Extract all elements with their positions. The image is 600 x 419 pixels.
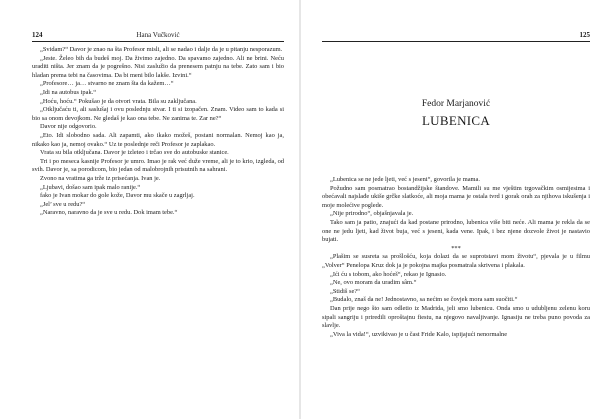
left-page-body [32,46,284,218]
paragraph: Vrata su bila otključana. Davor je izleteo i trčao sve do autobuske stanice. [40,149,229,157]
header-rule [322,41,590,42]
paragraph: „Naravno, naravno da je sve u redu. Dok imam tebe.“ [40,209,178,217]
paragraph: „Otključaću ti, ali saslušaj i ovu poslednju stvar. I ti si izopačen. Znam. Video sam to kada si bio sa onom devojkom. Ne gledaš je kao ona tebe. Ne zanima te. Zar ne?“ [32,106,284,122]
story-title: LUBENICA [421,113,491,128]
right-page-body [322,176,590,339]
paragraph: Davor nije odgovorio. [40,123,97,131]
story-author: Fedor Marjanović [421,99,491,109]
header-rule [32,41,284,42]
paragraph: Dan prije nego što sam odletio iz Madrida, jeli smo lubenicu. Onda smo u udubljenu zelenu koru sipali sangriju i priredili oproštajnu fiestu, na njegovo navaljivanje. Ignasiju ne treba puno povoda za slavlje. [322,304,590,330]
paragraph: Tako sam ja patio, znajući da kad postane prirodno, lubenica više biti neće. Ali mama je rekla da se one ne jedu ljeti, kad život buja, već s jeseni, kada vene. Ipak, i bez njene dozvole život je nastavio bujati. [322,218,590,244]
paragraph: „Svidam?“ Davor je znao na šta Profesor misli, ali se nadao i dalje da je u pitanju nesporazum. [40,46,283,53]
paragraph: „Eto. Idi slobodno sada. Ali zapamti, ako ikako možeš, postani normalan. Nemoj kao ja, nikako kao ja, nemoj ovako.“ Uz te poslednje reči Profesor je zaplakao. [32,131,284,148]
paragraph: „Viva la vida!“, uzvikivao je u čast Fride Kalo, ispijajući nenormalne [330,330,508,338]
paragraph: „Plašim se susreta sa prošlošću, koja dolazi da se suprotstavi mom životu“, pjevala je u filmu „Volver“ Penelopa Kruz dok ja je pokojna majka posmatrala skrivena i plakala. [322,253,590,269]
left-page-header [32,30,284,40]
paragraph: „Stidiš se?“ [330,287,360,295]
paragraph: „Idi na autobus ipak.“ [40,88,97,96]
section-separator: *** [451,244,461,252]
paragraph: „Ljubavi, došao sam ipak malo ranije.“ [40,183,141,191]
page-number: 125 [579,31,590,39]
paragraph: Požudno sam posmatrao bostandžijske štandove. Mamili su me vještim trgovačkim osmijesima i obećavali najslađe ukiše grčke slatkoće, ali moja mama je ostala tvrd i gorak orah za njihova iskušenja i moje molećive poglede. [322,184,590,209]
paragraph: „Budalo, znaš da ne! Jednostavno, sa nećim se čovjek mora sam suočiti.“ [330,296,518,304]
paragraph: „Hoću, hoću.“ Pokušao je da otvori vrata. Bila su zaključana. [40,97,197,105]
paragraph: „Lubenica se ne jede ljeti, već s jeseni“, govorila je mama. [330,176,480,183]
paragraph: Tri i po meseca kasnije Profesor je umro. Imao je rak već duže vreme, ali je to krio, izgleda, od svih. Davor je, sa porodicom, bio jedan od malobrojnih prisutnih na sahrani. [32,157,284,174]
running-head: Hana Vučković [136,31,180,39]
paragraph: „Profesore… ja… stvarno ne znam šta da kažem…“ [40,80,174,88]
page-number: 124 [32,31,43,39]
paragraph: „Ne, ovo moram da uradim sâm.“ [330,279,417,287]
paragraph: fako je Ivan mokar do gole kože, Davor mu skače u zagrljaj. [40,192,195,200]
paragraph: „Ići ću s tobom, ako hoćeš“, rekao je Ignasio. [330,270,447,278]
right-page [302,0,600,419]
paragraph: „Nije prirodno“, objašnjavala je. [330,210,414,218]
book-gutter [299,0,301,419]
paragraph: „Jeste. Želeo bih da budeš moj. Da živimo zajedno. Da spavamo zajedno. Ali ne brini. Neću uraditi ništa. Jer znam da je pogrešno. Nisi zaslužio da prenesem patnju na tebe. Zato sam i bio hladan prema tebi na časovima. Da bi meni bilo lakše. Izvini.“ [32,54,284,79]
paragraph: Zvono na vratima ga trže iz prisećanja. Ivan je. [40,174,161,182]
right-page-header [322,30,590,40]
paragraph: „Jel’ sve u redu?“ [40,200,86,208]
